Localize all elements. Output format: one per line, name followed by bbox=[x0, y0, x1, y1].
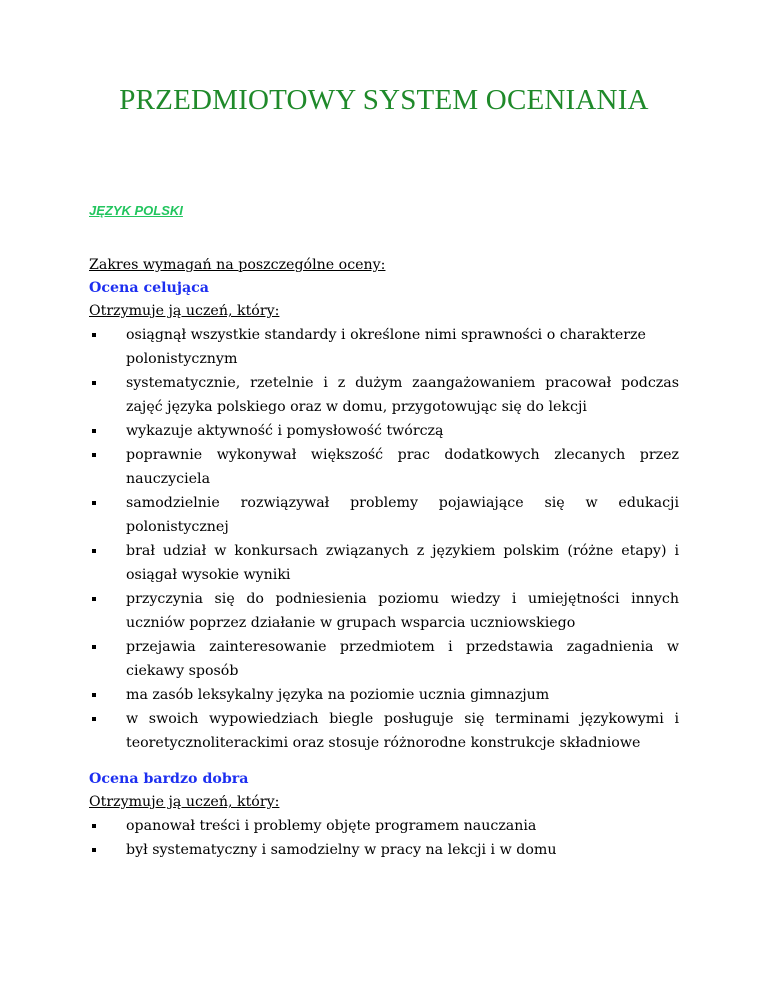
bullet-icon bbox=[92, 453, 96, 457]
bullet-icon bbox=[92, 693, 96, 697]
list-item: osiągnął wszystkie standardy i określone nimi sprawności o charakterze polonistycznym bbox=[89, 323, 679, 371]
bullet-icon bbox=[92, 549, 96, 553]
page-title: PRZEDMIOTOWY SYSTEM OCENIANIA bbox=[119, 84, 649, 116]
document-body bbox=[89, 254, 679, 862]
list-item: opanował treści i problemy objęte programem nauczania bbox=[89, 814, 679, 838]
bullet-icon bbox=[92, 597, 96, 601]
bullet-icon bbox=[92, 381, 96, 385]
grade-lead-celujaca: Otrzymuje ją uczeń, który: bbox=[89, 303, 280, 319]
list-item: przyczynia się do podniesienia poziomu wiedzy i umiejętności innych uczniów poprzez działanie w grupach wsparcia uczniowskiego bbox=[89, 587, 679, 635]
grade-heading-bardzo-dobra: Ocena bardzo dobra bbox=[89, 771, 249, 787]
grade-heading-celujaca: Ocena celująca bbox=[89, 280, 209, 296]
list-item: ma zasób leksykalny języka na poziomie ucznia gimnazjum bbox=[89, 683, 679, 707]
list-item: w swoich wypowiedziach biegle posługuje się terminami językowymi i teoretycznoliterackimi oraz stosuje różnorodne konstrukcje składniowe bbox=[89, 707, 679, 755]
grade-lead-bardzo-dobra: Otrzymuje ją uczeń, który: bbox=[89, 794, 280, 810]
list-item: systematycznie, rzetelnie i z dużym zaangażowaniem pracował podczas zajęć języka polskiego oraz w domu, przygotowując się do lekcji bbox=[89, 371, 679, 419]
list-item: poprawnie wykonywał większość prac dodatkowych zlecanych przez nauczyciela bbox=[89, 443, 679, 491]
list-item: brał udział w konkursach związanych z językiem polskim (różne etapy) i osiągał wysokie wyniki bbox=[89, 539, 679, 587]
section-spacer bbox=[89, 755, 679, 768]
list-item: był systematyczny i samodzielny w pracy na lekcji i w domu bbox=[89, 838, 679, 862]
bullet-icon bbox=[92, 645, 96, 649]
bullet-icon bbox=[92, 717, 96, 721]
list-item: wykazuje aktywność i pomysłowość twórczą bbox=[89, 419, 679, 443]
intro-text: Zakres wymagań na poszczególne oceny: bbox=[89, 257, 386, 273]
bullet-icon bbox=[92, 824, 96, 828]
bullet-icon bbox=[92, 429, 96, 433]
requirements-list-bardzo-dobra bbox=[89, 814, 679, 862]
requirements-list-celujaca bbox=[89, 323, 679, 755]
list-item: samodzielnie rozwiązywał problemy pojawiające się w edukacji polonistycznej bbox=[89, 491, 679, 539]
list-item: przejawia zainteresowanie przedmiotem i przedstawia zagadnienia w ciekawy sposób bbox=[89, 635, 679, 683]
bullet-icon bbox=[92, 501, 96, 505]
subject-heading: JĘZYK POLSKI bbox=[89, 203, 183, 218]
bullet-icon bbox=[92, 848, 96, 852]
bullet-icon bbox=[92, 333, 96, 337]
